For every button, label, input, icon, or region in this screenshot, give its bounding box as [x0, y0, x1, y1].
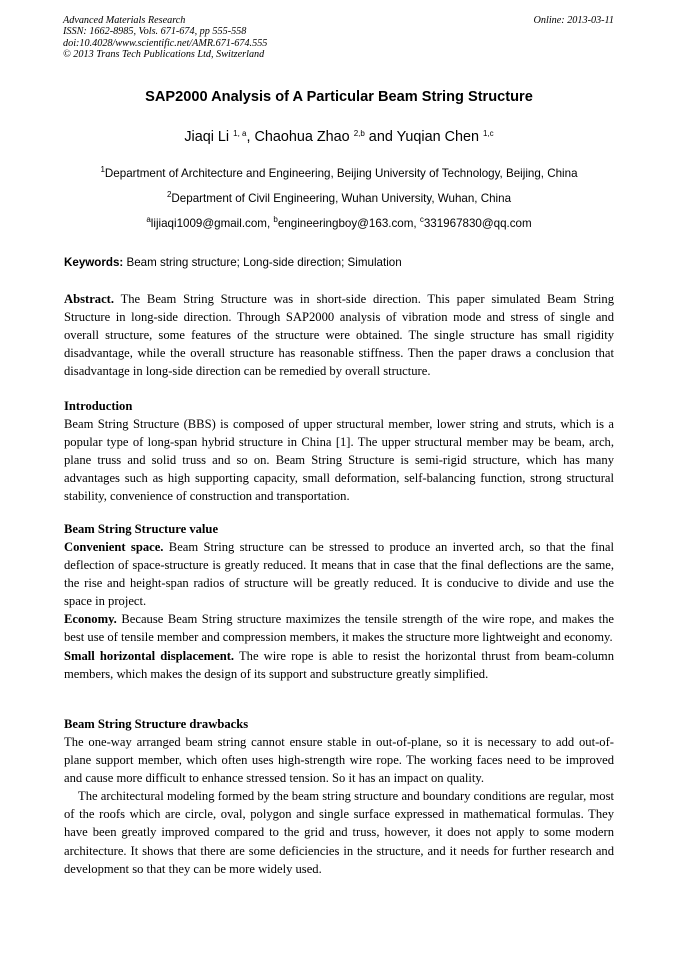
paper-title: SAP2000 Analysis of A Particular Beam String Structure: [145, 89, 533, 105]
affiliation-text: Department of Civil Engineering, Wuhan University, Wuhan, China: [171, 192, 512, 205]
author-separator: ,: [246, 129, 255, 145]
run-in-heading: Small horizontal displacement.: [64, 648, 235, 663]
value-section-body: [64, 538, 614, 683]
introduction-paragraph: Beam String Structure (BBS) is composed of upper structural member, lower string and struts, which is a popular type of long-span hybrid structure in China [1]. The upper structural member may be beam, arch, plane truss and solid truss and so on. Beam String Structure is semi-rigid structure, which has many advantages such as high supporting capacity, small deformation, self-balancing function, strong structural stability, convenience of construction and transportation.: [64, 417, 614, 504]
abstract-label: Abstract.: [64, 292, 115, 306]
journal-doi: doi:10.4028/www.scientific.net/AMR.671-674.555: [63, 37, 268, 49]
author-emails: [0, 217, 678, 230]
author-name: Chaohua Zhao: [254, 129, 350, 145]
author-line: [0, 129, 678, 145]
affiliation-1: [0, 167, 678, 180]
author-name: Jiaqi Li: [184, 129, 230, 145]
paragraph: [64, 538, 614, 610]
author-affiliation-mark: 2,b: [353, 129, 365, 138]
journal-header: [63, 15, 267, 61]
author-name: Yuqian Chen: [396, 129, 479, 145]
affiliation-text: Department of Architecture and Engineering, Beijing University of Technology, Beijing, China: [104, 167, 578, 180]
paragraph: The one-way arranged beam string cannot ensure stable in out-of-plane, so it is necessary to add out-of-plane support member, which often uses high-strength wire rope. The working faces need to be improved and cause more difficult to enhance stressed tension. So it has an impact on quality.: [64, 735, 614, 786]
author-affiliation-mark: 1,c: [482, 129, 494, 138]
affiliation-mark: 1: [100, 165, 105, 174]
keywords: [64, 256, 402, 269]
keywords-text: Beam string structure; Long-side direction; Simulation: [123, 256, 402, 269]
run-in-heading: Economy.: [64, 612, 117, 627]
email-address: 331967830@qq.com: [423, 217, 532, 230]
author-separator: and: [364, 129, 397, 145]
abstract: [64, 290, 614, 380]
journal-name: Advanced Materials Research: [63, 15, 186, 26]
paragraph-text: The wire rope is able to resist the horizontal thrust from beam-column members, which makes the design of its support and substructure greatly simplified.: [64, 648, 614, 681]
drawbacks-section-body: [64, 733, 614, 878]
email-mark: b: [273, 215, 278, 224]
affiliation-mark: 2: [166, 190, 172, 199]
journal-issn: ISSN: 1662-8985, Vols. 671-674, pp 555-558: [63, 26, 247, 38]
email-mark: c: [419, 215, 424, 224]
keywords-label: Keywords:: [64, 256, 124, 269]
email-mark: a: [146, 215, 151, 224]
run-in-heading: Convenient space.: [64, 540, 164, 554]
section-heading-drawbacks: Beam String Structure drawbacks: [64, 717, 249, 731]
email-address: lijiaqi1009@gmail.com,: [150, 217, 274, 230]
paragraph: [64, 610, 614, 646]
email-address: engineeringboy@163.com,: [277, 217, 420, 230]
paragraph: [64, 647, 614, 683]
affiliation-2: [0, 192, 678, 205]
section-heading-introduction: Introduction: [64, 399, 133, 413]
author-affiliation-mark: 1, a: [233, 129, 247, 138]
paragraph: The architectural modeling formed by the beam string structure and boundary conditions are regular, most of the roofs which are circle, oval, polygon and single surface expressed in mathematical formulas. They have been greatly improved compared to the grid and truss, however, it does not apply to some modern architecture. It shows that there are some deficiencies in the structure, and it needs for further research and development so that they can be more widely used.: [64, 789, 614, 876]
section-heading-value: Beam String Structure value: [64, 522, 219, 536]
abstract-text: The Beam String Structure was in short-side direction. This paper simulated Beam String Structure in long-side direction. Through SAP2000 analysis of vibration mode and stress of single and overall structure, some features of the structure were obtained. The single structure has small rigidity disadvantage, while the overall structure has reasonable stiffness. Then the paper draws a conclusion that disadvantage in long-side direction can be remedied by overall structure.: [64, 292, 614, 379]
journal-copyright: © 2013 Trans Tech Publications Ltd, Switzerland: [63, 49, 265, 61]
paragraph-text: Because Beam String structure maximizes the tensile strength of the wire rope, and makes the best use of tensile member and compression members, it makes the structure more lightweight and economy.: [64, 612, 614, 645]
paragraph-text: Beam String structure can be stressed to produce an inverted arch, so that the final deflection of space-structure is greatly reduced. It means that in case that the final deflections are the same, the rise and height-span radios of structure will be greatly reduced. It is conducive to divide and use the space in project.: [64, 540, 614, 609]
online-date: Online: 2013-03-11: [533, 15, 614, 26]
